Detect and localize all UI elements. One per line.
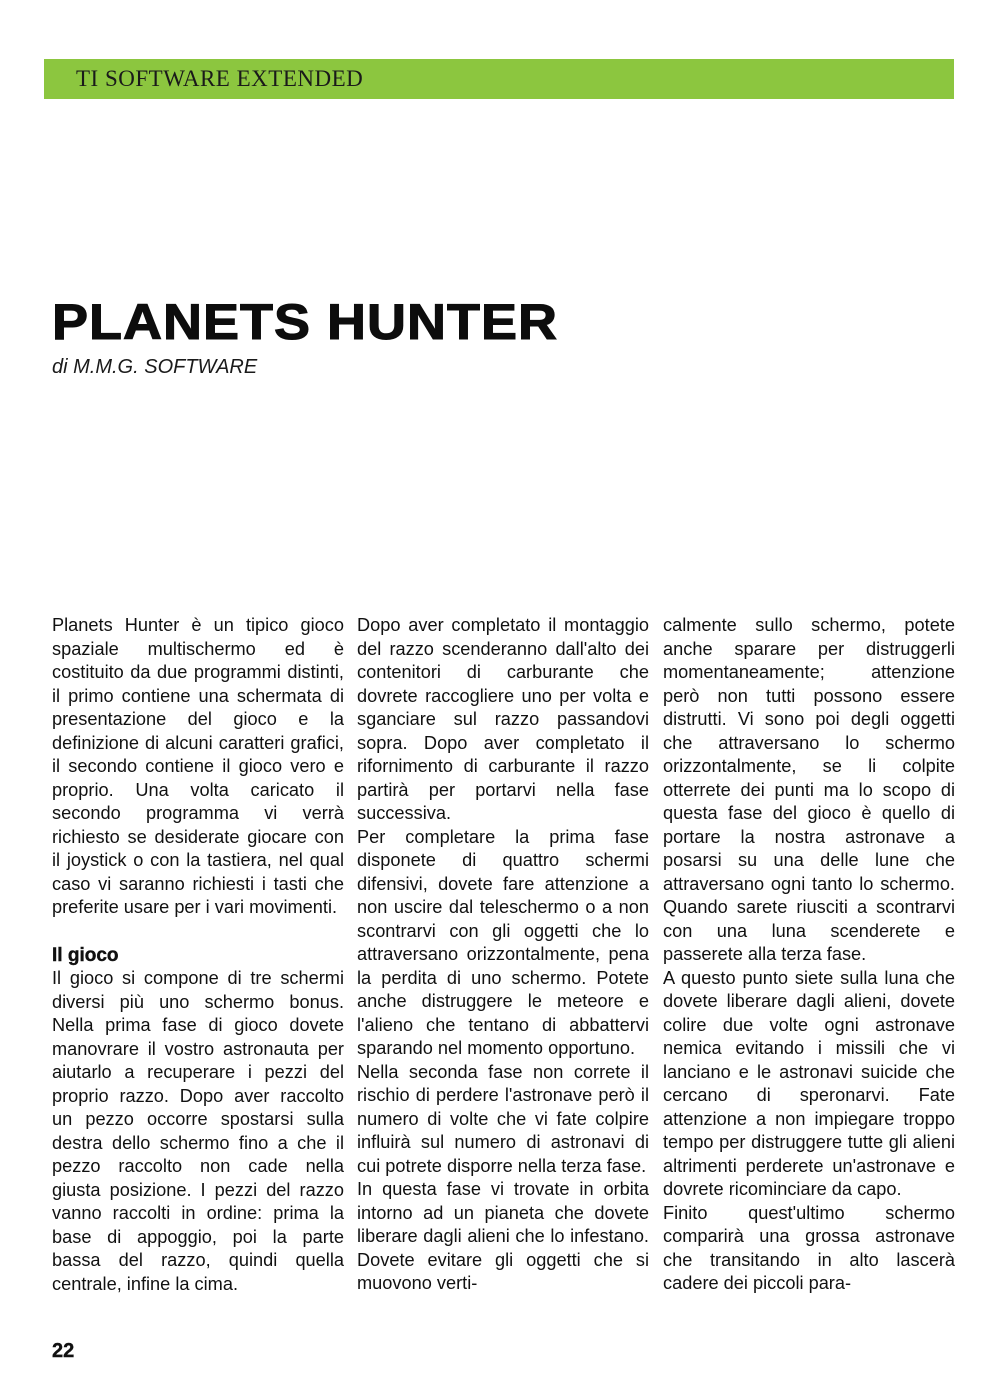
- section-subheading: Il gioco: [52, 944, 119, 966]
- paragraph: Dopo aver completato il montaggio del razzo scenderanno dall'alto dei contenitori di carburante che dovrete raccogliere uno per volta e sganciare sul razzo passandovi sopra. Dopo aver completato il rifornimento di carburante il razzo partirà per portarvi nella fase successiva.: [357, 615, 649, 823]
- text-column-1: [52, 614, 344, 1296]
- text-column-2: [357, 614, 649, 1296]
- text-column-3: [663, 614, 955, 1296]
- paragraph: Planets Hunter è un tipico gioco spaziale multischermo ed è costituito da due programmi distinti, il primo contiene una schermata di presentazione del gioco e la definizione di alcuni caratteri grafici, il secondo contiene il gioco vero e proprio. Una volta caricato il secondo programma vi verrà richiesto se desiderate giocare con il joystick o con la tastiera, nel qual caso vi saranno richiesti i tasti che preferite usare per i vari movimenti.: [52, 615, 344, 917]
- paragraph: A questo punto siete sulla luna che dovete liberare dagli alieni, dovete colire due volte ogni astronave nemica evitando i missili che vi lanciano e le astronavi suicide che cercano di speronarvi. Fate attenzione a non impiegare troppo tempo per distruggere tutte gli alieni altrimenti perderete un'astronave e dovrete ricominciare da capo.: [663, 967, 955, 1199]
- paragraph: Nella seconda fase non correte il rischio di perdere l'astronave però il numero di volte che vi fate colpire influirà sul numero di astronavi di cui potrete disporre nella terza fase.: [357, 1061, 649, 1176]
- article-byline: di M.M.G. SOFTWARE: [52, 356, 258, 378]
- paragraph: Per completare la prima fase disponete di quattro schermi difensivi, dovete fare attenzione a non uscire dal teleschermo o a non scontrarvi con gli oggetti che lo attraversano orizzontalmente, pena la perdita di uno schermo. Potete anche distruggere le meteore e l'alieno che tentano di abbattervi sparando nel momento opportuno.: [357, 826, 649, 1058]
- paragraph: Il gioco si compone di tre schermi diversi più uno schermo bonus. Nella prima fase di gioco dovete manovrare il vostro astronauta per aiutarlo a recuperare i pezzi del proprio razzo. Dopo aver raccolto un pezzo occorre spostarsi sulla destra dello schermo fino a che il pezzo raccolto non cade nella giusta posizione. I pezzi del razzo vanno raccolti in ordine: prima la base di appoggio, poi la parte bassa del razzo, quindi quella centrale, infine la cima.: [52, 968, 344, 1294]
- paragraph: Finito quest'ultimo schermo comparirà una grossa astronave che transitando in alto lascerà cadere dei piccoli para-: [663, 1202, 955, 1293]
- paragraph: In questa fase vi trovate in orbita intorno ad un pianeta che dovete liberare dagli alieni che lo infestano. Dovete evitare gli oggetti che si muovono verti-: [357, 1179, 649, 1293]
- section-title: TI SOFTWARE EXTENDED: [76, 66, 364, 91]
- article-title: PLANETS HUNTER: [52, 294, 559, 351]
- paragraph: calmente sullo schermo, potete anche sparare per distruggerli momentaneamente; attenzione però non tutti possono essere distrutti. Vi sono poi degli oggetti che attraversano lo schermo orizzontalmente, se li colpite otterrete dei punti ma lo scopo di questa fase del gioco è quello di portare la nostra astronave a posarsi su una delle lune che attraversano ogni tanto lo schermo. Quando sarete riusciti a scontrarvi con una luna scenderete e passerete alla terza fase.: [663, 615, 955, 964]
- page-number: 22: [52, 1340, 75, 1362]
- section-header-bar: [44, 59, 954, 99]
